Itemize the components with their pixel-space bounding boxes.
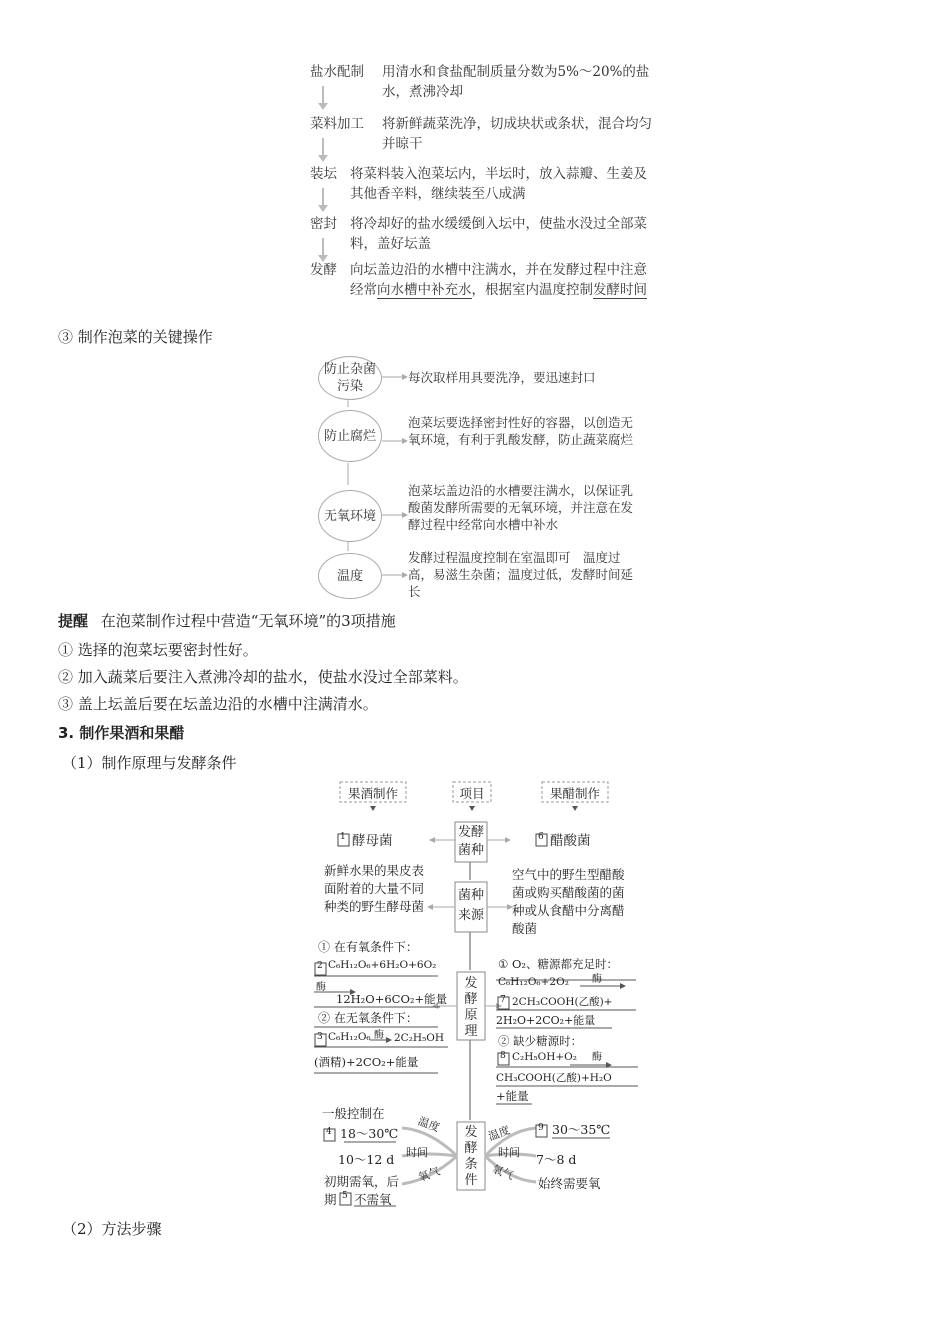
wine-anaerobic-eq: C₆H₁₂O₆ [328, 1031, 371, 1043]
pickle-process-flow [310, 62, 655, 322]
step-text-seal: 将冷却好的盐水缓缓倒入坛中，使盐水没过全部菜料，盖好坛盖 [350, 216, 647, 252]
reminder-text: 在泡菜制作过程中营造“无氧环境”的3项措施 [100, 612, 396, 630]
oxygen-label: 氧气 [490, 1162, 516, 1183]
blank-number: 9 [538, 1123, 544, 1133]
enzyme-label: 酶 [592, 1052, 602, 1063]
row-source-label: 菌种来源 [457, 888, 484, 923]
wine-aerobic-eq: C₆H₁₂O₆+6H₂O+6O₂ [328, 959, 437, 971]
wine-temp: 18～30℃ [340, 1126, 399, 1141]
blank-number: 2 [317, 961, 323, 971]
vinegar-oxygen: 始终需要氧 [538, 1176, 601, 1191]
down-arrow-icon [322, 138, 324, 156]
step-text-brine: 用清水和食盐配制质量分数为5%～20%的盐水，煮沸冷却 [382, 64, 650, 100]
vinegar-source: 空气中的野生型醋酸菌或购买醋酸菌的菌种或从食醋中分离醋酸菌 [512, 867, 625, 936]
step-label-brine: 盐水配制 [310, 64, 364, 80]
header-vinegar: 果醋制作 [549, 786, 600, 801]
key-op-node-temp: 温度 [318, 553, 382, 599]
reminder-item-1: ① 选择的泡菜坛要密封性好。 [58, 641, 258, 659]
key-op-desc-temp: 发酵过程温度控制在室温即可 温度过高，易滋生杂菌；温度过低，发酵时间延长 [408, 550, 634, 599]
wine-oxygen: 不需氧 [354, 1192, 392, 1207]
key-op-desc-contamination: 每次取样用具要洗净，要迅速封口 [408, 370, 596, 385]
wine-aerobic-condition: ① 在有氧条件下： [318, 940, 418, 954]
key-ops-title: ③ 制作泡菜的关键操作 [58, 328, 213, 346]
key-op-node-anaerobic: 无氧环境 [318, 490, 382, 542]
blank-number: 4 [326, 1127, 332, 1137]
wine-oxygen-pre2: 期 [324, 1192, 337, 1207]
step-label-ferment: 发酵 [310, 262, 337, 278]
reminder [58, 610, 396, 632]
section-title: 3. 制作果酒和果醋 [58, 724, 185, 742]
reminder-item-2: ② 加入蔬菜后要注入煮沸冷却的盐水，使盐水没过全部菜料。 [58, 668, 468, 686]
wine-vinegar-diagram [300, 780, 660, 1210]
blank-number: 7 [500, 995, 506, 1005]
step-text-ferment: 向坛盖边沿的水槽中注满水，并在发酵过程中注意经常向水槽中补充水，根据室内温度控制发酵时间 [350, 262, 647, 298]
enzyme-label: 酶 [374, 1030, 384, 1041]
wine-anaerobic-product: 2C₂H₅OH [394, 1032, 445, 1044]
row-condition-label: 发酵条件 [464, 1125, 478, 1188]
vinegar-strain: 醋酸菌 [550, 833, 591, 849]
wine-source: 新鲜水果的果皮表面附着的大量不同种类的野生酵母菌 [324, 863, 425, 914]
wine-time: 10～12 d [338, 1152, 395, 1167]
step-text-fill: 将菜料装入泡菜坛内，半坛时，放入蒜瓣、生姜及其他香辛料，继续装至八成满 [350, 166, 647, 202]
key-op-node-rot: 防止腐烂 [318, 410, 382, 462]
vinegar-cond1: ① O₂、糖源都充足时： [498, 957, 619, 971]
wine-anaerobic-product-b: (酒精)+2CO₂+能量 [314, 1055, 419, 1069]
step-text-process: 将新鲜蔬菜洗净，切成块状或条状，混合均匀并晾干 [382, 116, 652, 152]
time-label: 时间 [498, 1146, 520, 1159]
reminder-title: 提醒 [58, 612, 89, 630]
blank-underline: 向水槽中补充水 [377, 282, 472, 298]
vinegar-eq2: C₂H₅OH+O₂ [512, 1051, 577, 1063]
vinegar-time: 7～8 d [536, 1152, 577, 1167]
step-label-seal: 密封 [310, 216, 337, 232]
temp-label: 温度 [416, 1114, 442, 1135]
down-arrow-icon [322, 188, 324, 206]
header-wine: 果酒制作 [347, 786, 398, 801]
wine-temp-pre: 一般控制在 [322, 1106, 385, 1121]
row-principle-label: 发酵原理 [464, 976, 478, 1039]
vinegar-eq2-product-c: +能量 [496, 1089, 529, 1103]
row-strain-label: 发酵菌种 [457, 825, 484, 858]
vinegar-eq1: C₆H₁₂O₆+2O₂ [498, 976, 569, 988]
blank-number: 3 [317, 1032, 323, 1042]
down-arrow-icon [322, 86, 324, 104]
enzyme-label: 酶 [592, 974, 602, 985]
temp-label: 温度 [486, 1123, 512, 1144]
vinegar-eq2-product: CH₃COOH(乙酸)+H₂O [496, 1072, 612, 1084]
key-op-node-contamination: 防止杂菌污染 [318, 356, 382, 400]
blank-underline: 发酵时间 [593, 282, 647, 298]
blank-number: 6 [538, 832, 544, 842]
wine-aerobic-product: 12H₂O+6CO₂+能量 [336, 992, 448, 1006]
step-label-fill: 装坛 [310, 166, 337, 182]
blank-number: 1 [340, 832, 346, 842]
blank-number: 5 [342, 1191, 348, 1201]
wine-strain: 酵母菌 [352, 833, 393, 849]
wine-oxygen-pre: 初期需氧，后 [324, 1174, 400, 1189]
wine-anaerobic-condition: ② 在无氧条件下： [318, 1011, 418, 1025]
reminder-item-3: ③ 盖上坛盖后要在坛盖边沿的水槽中注满清水。 [58, 695, 378, 713]
subsection-title-2: （2）方法步骤 [62, 1220, 162, 1238]
key-op-desc-anaerobic: 泡菜坛盖边沿的水槽要注满水，以保证乳酸菌发酵所需要的无氧环境，并注意在发酵过程中经常向水槽中补水 [408, 483, 634, 532]
oxygen-label: 氧气 [416, 1164, 442, 1185]
time-label: 时间 [406, 1146, 428, 1159]
vinegar-eq1-product-c: 2H₂O+2CO₂+能量 [496, 1014, 596, 1027]
vinegar-cond2: ② 缺少糖源时： [498, 1034, 583, 1048]
key-op-desc-rot: 泡菜坛要选择密封性好的容器，以创造无氧环境，有利于乳酸发酵，防止蔬菜腐烂 [408, 415, 634, 447]
step-label-process: 菜料加工 [310, 116, 364, 132]
down-arrow-icon [322, 238, 324, 256]
vinegar-eq1-product: 2CH₃COOH(乙酸)+ [512, 996, 613, 1008]
blank-number: 8 [500, 1051, 506, 1061]
enzyme-label: 酶 [316, 982, 326, 993]
header-item: 项目 [459, 786, 485, 801]
vinegar-temp: 30～35℃ [552, 1122, 611, 1137]
subsection-title-1: （1）制作原理与发酵条件 [62, 754, 237, 772]
